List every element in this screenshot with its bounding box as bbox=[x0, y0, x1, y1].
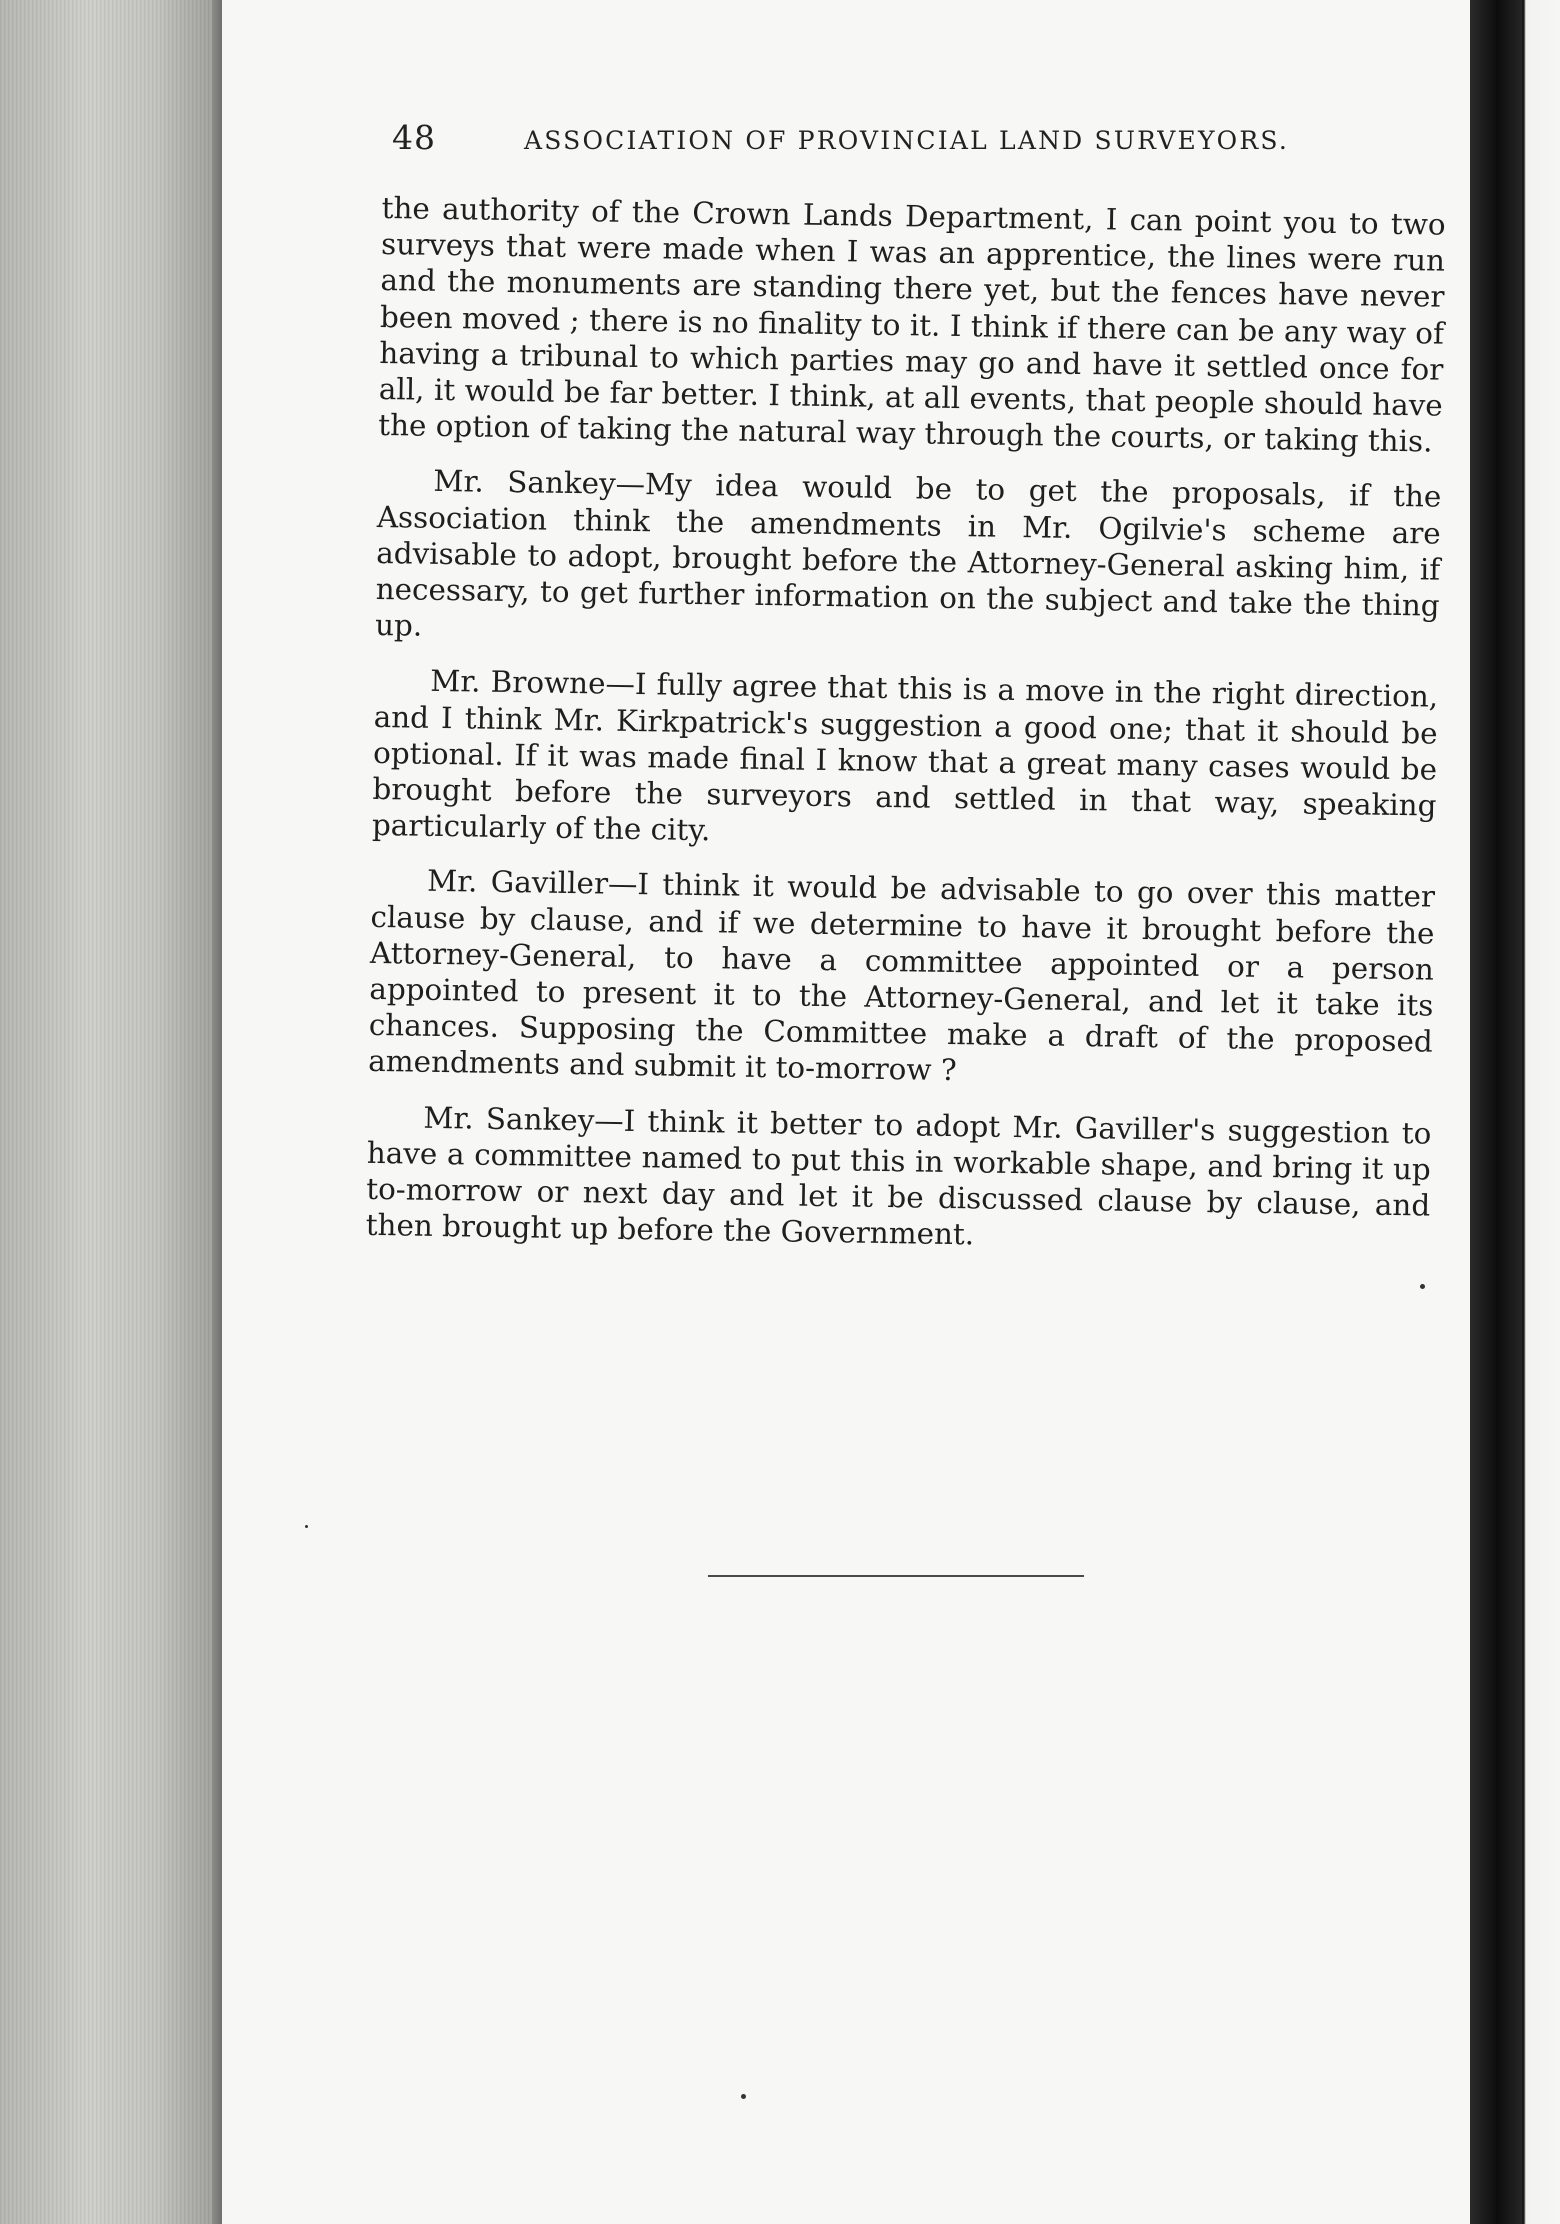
ink-speck bbox=[1420, 1284, 1425, 1289]
running-head: ASSOCIATION OF PROVINCIAL LAND SURVEYORS. bbox=[524, 126, 1289, 155]
paragraph: the authority of the Crown Lands Department, I can point you to two surveys that were made when I was an apprentice, the lines were run and the monuments are standing there yet, but the fences have never been moved ; there is no finality to it. I think if there can be any way of having a tribunal to which parties may go and have it settled once for all, it would be far better. I think, at all events, that people should have the option of taking the natural way through the courts, or taking this. bbox=[378, 190, 1446, 459]
paragraph: Mr. Sankey—My idea would be to get the proposals, if the Association think the amendments in Mr. Ogilvie's scheme are advisable to adopt, brought before the Attorney-General asking him, if necessary, to get further information on the subject and take the thing up. bbox=[374, 464, 1442, 643]
page-header bbox=[392, 118, 1332, 170]
section-divider-rule bbox=[708, 1575, 1084, 1577]
book-binding-shadow bbox=[1470, 0, 1560, 2224]
paragraph: Mr. Browne—I fully agree that this is a move in the right direction, and I think Mr. Kirkpatrick's suggestion a good one; that it should be optional. If it was made final I know that a great many cases would be brought before the surveyors and settled in that way, speaking particularly of the city. bbox=[371, 664, 1439, 848]
page-number: 48 bbox=[392, 118, 436, 157]
body-text bbox=[365, 190, 1446, 1279]
paragraph: Mr. Sankey—I think it better to adopt Mr. Gaviller's suggestion to have a committee named to put this in workable shape, and bring it up to-morrow or next day and let it be discussed clause by clause, and then brought up before the Government. bbox=[365, 1100, 1432, 1252]
ink-speck bbox=[741, 2094, 746, 2099]
paragraph: Mr. Gaviller—I think it would be advisable to go over this matter clause by clause, and if we determine to have it brought before the Attorney-General, to have a committee appointed or a person appointed to present it to the Attorney-General, and let it take its chances. Supposing the Committee make a draft of the proposed amendments and submit it to-morrow ? bbox=[368, 864, 1436, 1088]
page-edge-stack bbox=[0, 0, 222, 2224]
ink-speck bbox=[305, 1525, 308, 1528]
